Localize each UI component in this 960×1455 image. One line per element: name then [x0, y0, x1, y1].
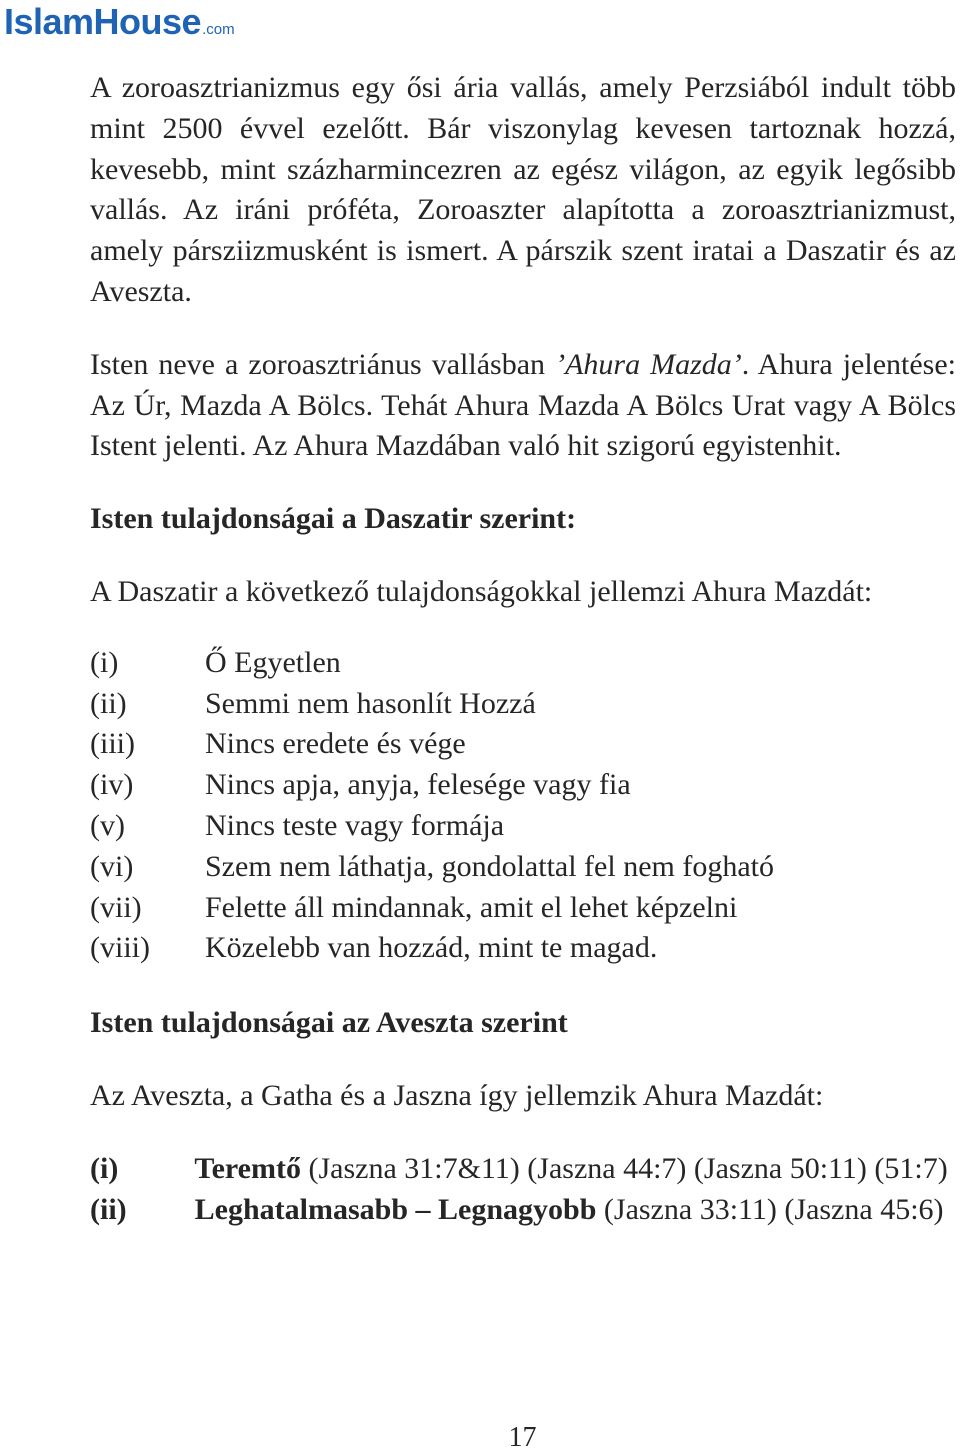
list-item	[90, 847, 956, 888]
daszatir-intro: A Daszatir a következő tulajdonságokkal jellemzi Ahura Mazdát:	[90, 574, 873, 608]
list-item-text: Felette áll mindannak, amit el lehet képzelni	[205, 890, 738, 924]
daszatir-heading: Isten tulajdonságai a Daszatir szerint:	[90, 502, 577, 536]
list-item-number: (viii)	[90, 931, 150, 965]
list-item	[90, 684, 956, 725]
list-item-number: (i)	[90, 645, 119, 679]
avesta-attribute-item	[90, 1149, 956, 1190]
avesta-attribute-item	[90, 1190, 956, 1231]
avesta-item-number: (i)	[90, 1151, 119, 1185]
avesta-intro: Az Aveszta, a Gatha és a Jaszna így jellemzik Ahura Mazdát:	[90, 1078, 824, 1112]
god-name-after: . Ahura jelentése: Az Úr, Mazda A Bölcs. Tehát Ahura Mazda A Bölcs Urat vagy A Bölcs Istent jelenti. Az Ahura Mazdában való hit szigorú egyistenhit.	[90, 347, 956, 463]
avesta-item-refs: (Jaszna 33:11) (Jaszna 45:6)	[603, 1192, 944, 1226]
page-number: 17	[508, 1422, 537, 1453]
logo-suffix: .com	[202, 21, 235, 38]
intro-paragraph: A zoroasztrianizmus egy ősi ária vallás, amely Perzsiából indult több mint 2500 évvel ezelőtt. Bár viszonylag kevesen tartoznak hozzá, kevesebb, mint százharmincezren az egész világon, az egyik legősibb vallás. Az iráni próféta, Zoroaszter alapította a zoroasztrianizmust, amely pársziizmusként is ismert. A párszik szent iratai a Daszatir és az Aveszta.	[90, 71, 956, 308]
list-item	[90, 765, 956, 806]
islamhouse-logo	[4, 2, 235, 44]
avesta-item-refs: (Jaszna 31:7&11) (Jaszna 44:7) (Jaszna 50:11) (51:7)	[308, 1151, 948, 1185]
avesta-item-number: (ii)	[90, 1192, 127, 1226]
logo-text: IslamHouse	[4, 1, 202, 42]
list-item-number: (v)	[90, 808, 125, 842]
list-item-text: Semmi nem hasonlít Hozzá	[205, 686, 536, 720]
document-page	[90, 68, 956, 1230]
list-item-text: Szem nem láthatja, gondolattal fel nem fogható	[205, 849, 774, 883]
list-item-number: (vii)	[90, 890, 142, 924]
avesta-item-word: Leghatalmasabb – Legnagyobb	[194, 1192, 597, 1226]
list-item-text: Nincs apja, anyja, felesége vagy fia	[205, 768, 631, 802]
list-item-number: (iii)	[90, 727, 135, 761]
list-item-number: (vi)	[90, 849, 134, 883]
god-name: ’Ahura Mazda’	[555, 347, 742, 381]
god-name-paragraph	[90, 345, 956, 467]
avesta-heading: Isten tulajdonságai az Aveszta szerint	[90, 1006, 568, 1040]
list-item-text: Nincs eredete és vége	[205, 727, 466, 761]
list-item-text: Ő Egyetlen	[205, 645, 341, 679]
list-item-number: (iv)	[90, 768, 134, 802]
list-item	[90, 928, 956, 969]
list-item	[90, 806, 956, 847]
daszatir-attribute-list	[90, 643, 956, 969]
god-name-before: Isten neve a zoroasztriánus vallásban	[90, 347, 556, 381]
avesta-item-word: Teremtő	[194, 1151, 301, 1185]
list-item-text: Nincs teste vagy formája	[205, 808, 505, 842]
list-item	[90, 724, 956, 765]
list-item	[90, 888, 956, 929]
list-item-text: Közelebb van hozzád, mint te magad.	[205, 931, 658, 965]
list-item-number: (ii)	[90, 686, 127, 720]
list-item	[90, 643, 956, 684]
